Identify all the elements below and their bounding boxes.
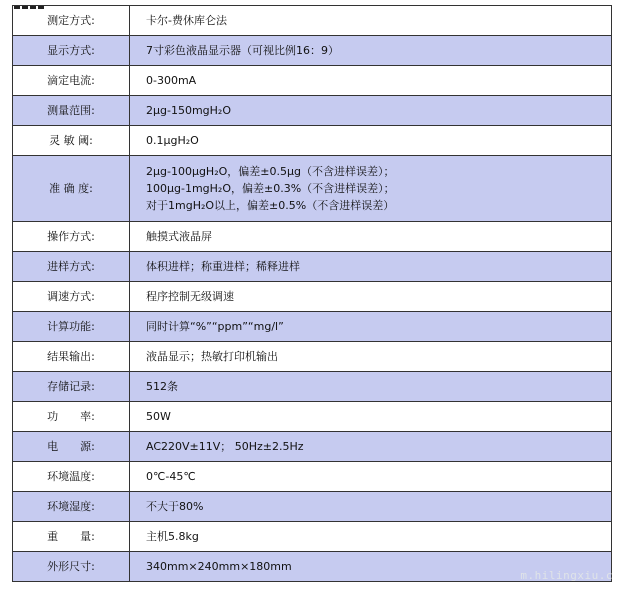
table-row bbox=[13, 462, 612, 492]
row-value: 0.1μgH₂O bbox=[130, 126, 612, 156]
row-value: 7寸彩色液晶显示器（可视比例16：9） bbox=[130, 36, 612, 66]
row-value: 触摸式液晶屏 bbox=[130, 222, 612, 252]
row-label: 测定方式: bbox=[13, 6, 130, 36]
row-label: 灵 敏 阈: bbox=[13, 126, 130, 156]
row-label: 环境湿度: bbox=[13, 492, 130, 522]
row-label: 显示方式: bbox=[13, 36, 130, 66]
row-value: 程序控制无级调速 bbox=[130, 282, 612, 312]
table-row bbox=[13, 36, 612, 66]
row-value: 512条 bbox=[130, 372, 612, 402]
table-row bbox=[13, 312, 612, 342]
row-label: 测量范围: bbox=[13, 96, 130, 126]
row-value-multiline bbox=[130, 156, 612, 222]
table-row bbox=[13, 222, 612, 252]
table-row bbox=[13, 66, 612, 96]
table-row bbox=[13, 342, 612, 372]
table-row bbox=[13, 372, 612, 402]
row-label: 操作方式: bbox=[13, 222, 130, 252]
row-label: 存储记录: bbox=[13, 372, 130, 402]
row-value: 340mm×240mm×180mm bbox=[130, 552, 612, 582]
table-row bbox=[13, 492, 612, 522]
accuracy-line: 2μg-100μgH₂O，偏差±0.5μg（不含进样误差）； bbox=[146, 165, 395, 178]
row-value: 体积进样；称重进样；稀释进样 bbox=[130, 252, 612, 282]
watermark-text: m.hilingxiu.c bbox=[520, 569, 613, 582]
row-value: 50W bbox=[130, 402, 612, 432]
row-value: 不大于80% bbox=[130, 492, 612, 522]
row-value: 同时计算“%”“ppm”“mg/l” bbox=[130, 312, 612, 342]
table-row bbox=[13, 402, 612, 432]
row-label: 外形尺寸: bbox=[13, 552, 130, 582]
cropped-heading-fragment bbox=[14, 0, 54, 4]
row-value: 2μg-150mgH₂O bbox=[130, 96, 612, 126]
row-label: 重 量: bbox=[13, 522, 130, 552]
row-value: AC220V±11V； 50Hz±2.5Hz bbox=[130, 432, 612, 462]
row-label: 调速方式: bbox=[13, 282, 130, 312]
row-label: 环境温度: bbox=[13, 462, 130, 492]
row-value: 液晶显示；热敏打印机输出 bbox=[130, 342, 612, 372]
table-row bbox=[13, 96, 612, 126]
row-label: 功 率: bbox=[13, 402, 130, 432]
row-value: 0℃-45℃ bbox=[130, 462, 612, 492]
row-label: 结果输出: bbox=[13, 342, 130, 372]
spec-table bbox=[12, 5, 612, 582]
table-row bbox=[13, 282, 612, 312]
table-row bbox=[13, 156, 612, 222]
row-label: 准 确 度: bbox=[13, 156, 130, 222]
accuracy-line: 对于1mgH₂O以上，偏差±0.5%（不含进样误差） bbox=[146, 199, 395, 212]
table-row bbox=[13, 126, 612, 156]
row-value: 卡尔-费休库仑法 bbox=[130, 6, 612, 36]
row-label: 电 源: bbox=[13, 432, 130, 462]
row-label: 进样方式: bbox=[13, 252, 130, 282]
row-value: 0-300mA bbox=[130, 66, 612, 96]
row-value: 主机5.8kg bbox=[130, 522, 612, 552]
row-label: 滴定电流: bbox=[13, 66, 130, 96]
row-label: 计算功能: bbox=[13, 312, 130, 342]
table-row bbox=[13, 522, 612, 552]
table-row bbox=[13, 432, 612, 462]
table-row bbox=[13, 252, 612, 282]
accuracy-line: 100μg-1mgH₂O，偏差±0.3%（不含进样误差）； bbox=[146, 182, 395, 195]
table-row bbox=[13, 6, 612, 36]
